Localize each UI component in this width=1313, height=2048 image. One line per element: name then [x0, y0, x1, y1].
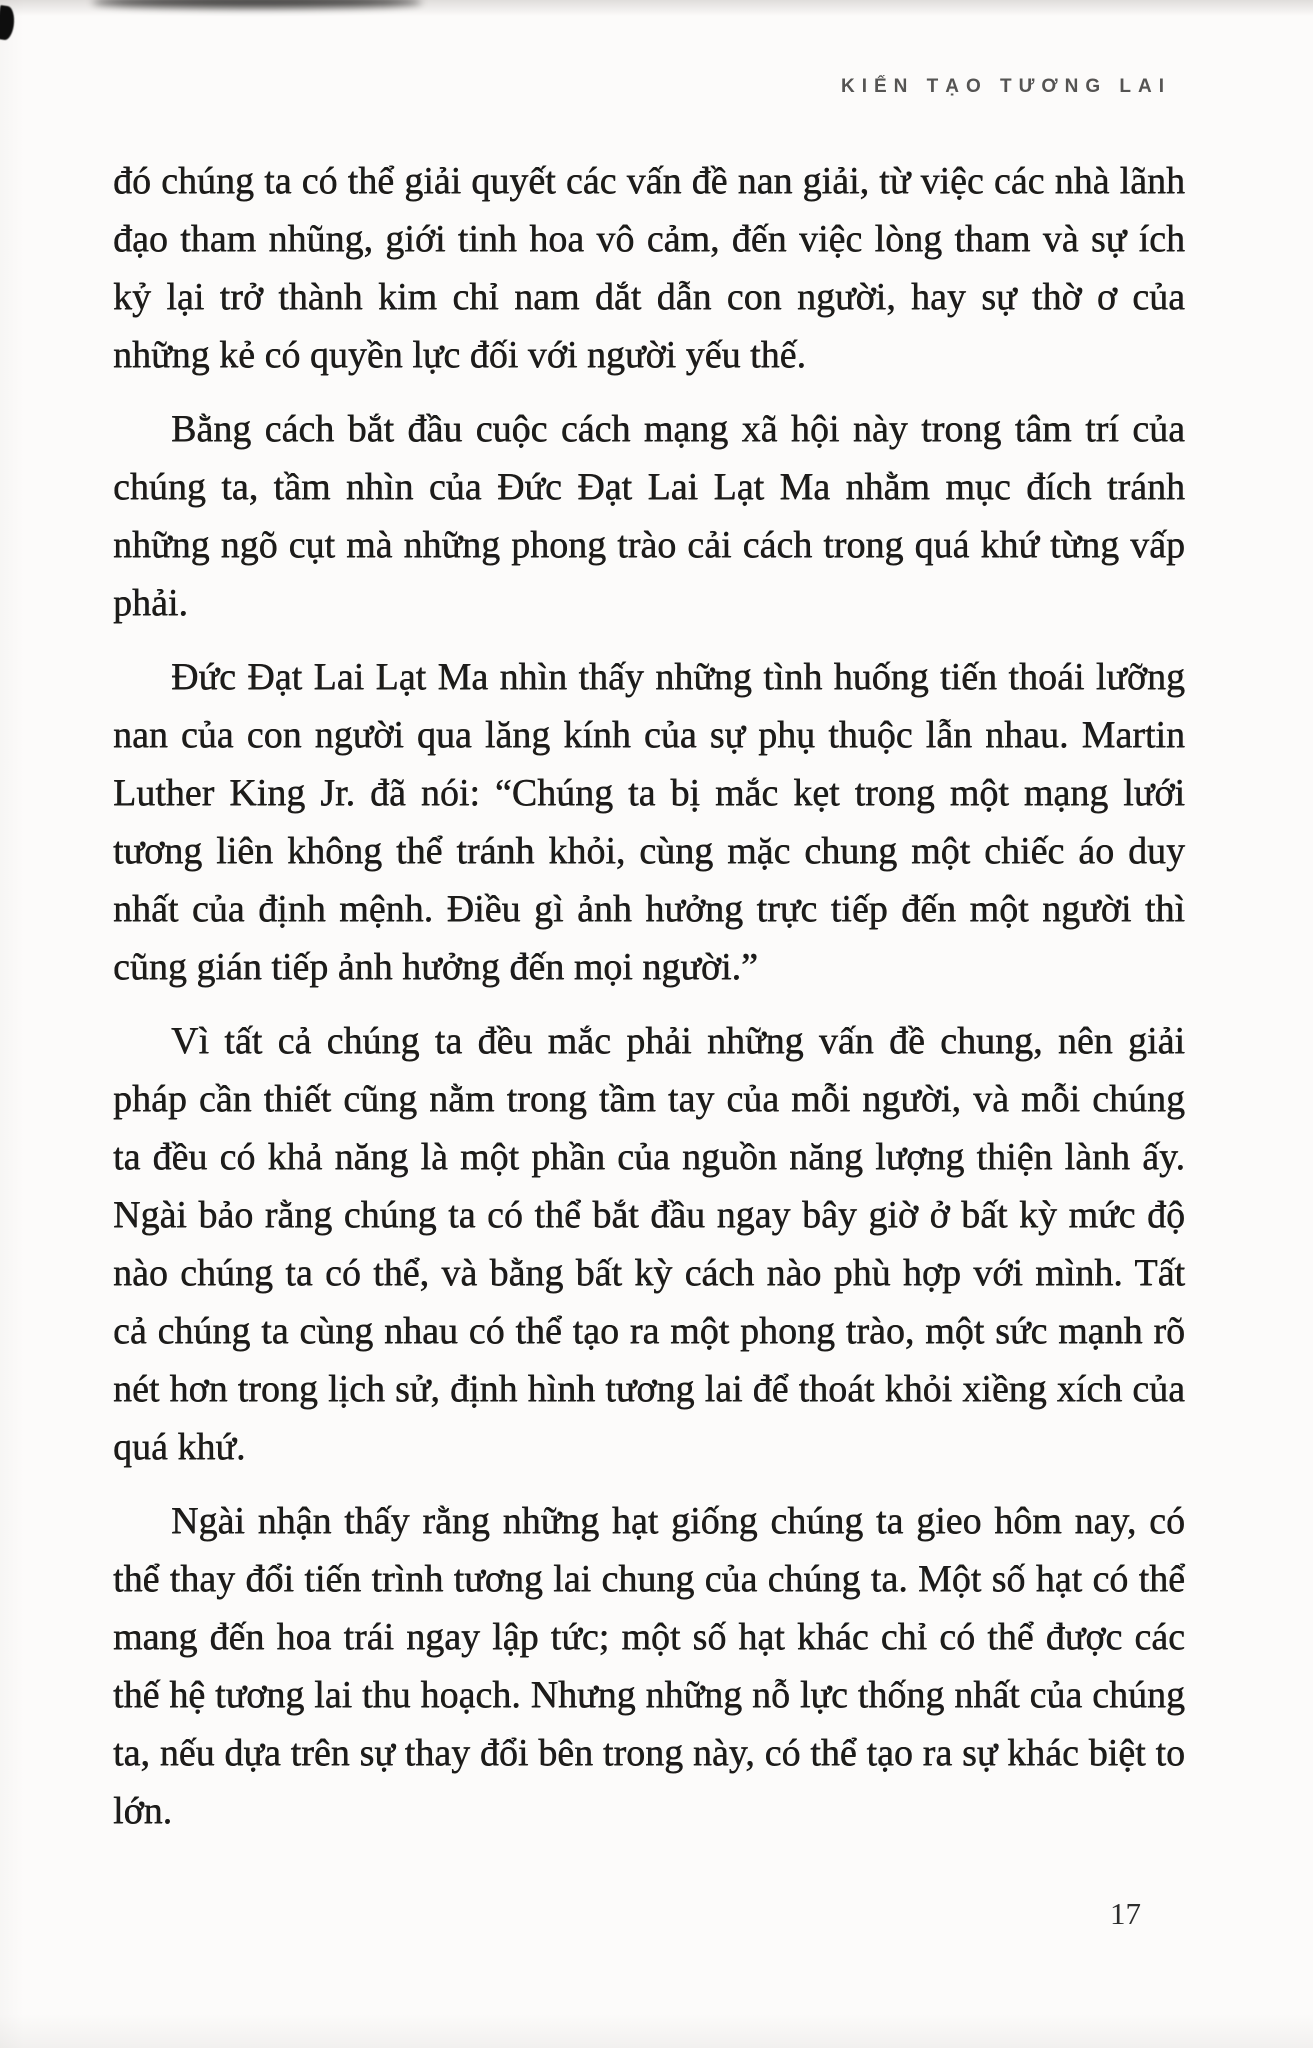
scan-mark-top-left: [0, 5, 16, 41]
body-paragraph: Vì tất cả chúng ta đều mắc phải những vấn đề chung, nên giải pháp cần thiết cũng nằm trong tầm tay của mỗi người, và mỗi chúng ta đều có khả năng là một phần của nguồn năng lượng thiện lành ấy. Ngài bảo rằng chúng ta có thể bắt đầu ngay bây giờ ở bất kỳ mức độ nào chúng ta có thể, và bằng bất kỳ cách nào phù hợp với mình. Tất cả chúng ta cùng nhau có thể tạo ra một phong trào, một sức mạnh rõ nét hơn trong lịch sử, định hình tương lai để thoát khỏi xiềng xích của quá khứ.: [113, 1020, 1185, 1468]
page-number: 17: [1110, 1896, 1141, 1931]
body-paragraph: Bằng cách bắt đầu cuộc cách mạng xã hội này trong tâm trí của chúng ta, tầm nhìn của Đức Đạt Lai Lạt Ma nhằm mục đích tránh những ngõ cụt mà những phong trào cải cách trong quá khứ từng vấp phải.: [113, 408, 1185, 624]
scan-smudge-top: [92, 0, 422, 8]
running-header: KIẾN TẠO TƯƠNG LAI: [840, 76, 1171, 97]
body-text: [113, 152, 1185, 1840]
body-paragraph: Đức Đạt Lai Lạt Ma nhìn thấy những tình huống tiến thoái lưỡng nan của con người qua lăng kính của sự phụ thuộc lẫn nhau. Martin Luther King Jr. đã nói: “Chúng ta bị mắc kẹt trong một mạng lưới tương liên không thể tránh khỏi, cùng mặc chung một chiếc áo duy nhất của định mệnh. Điều gì ảnh hưởng trực tiếp đến một người thì cũng gián tiếp ảnh hưởng đến mọi người.”: [113, 656, 1185, 988]
body-paragraph: đó chúng ta có thể giải quyết các vấn đề nan giải, từ việc các nhà lãnh đạo tham nhũng, giới tinh hoa vô cảm, đến việc lòng tham và sự ích kỷ lại trở thành kim chỉ nam dắt dẫn con người, hay sự thờ ơ của những kẻ có quyền lực đối với người yếu thế.: [113, 160, 1185, 376]
body-paragraph: Ngài nhận thấy rằng những hạt giống chúng ta gieo hôm nay, có thể thay đổi tiến trình tương lai chung của chúng ta. Một số hạt có thể mang đến hoa trái ngay lập tức; một số hạt khác chỉ có thể được các thế hệ tương lai thu hoạch. Nhưng những nỗ lực thống nhất của chúng ta, nếu dựa trên sự thay đổi bên trong này, có thể tạo ra sự khác biệt to lớn.: [113, 1500, 1185, 1832]
